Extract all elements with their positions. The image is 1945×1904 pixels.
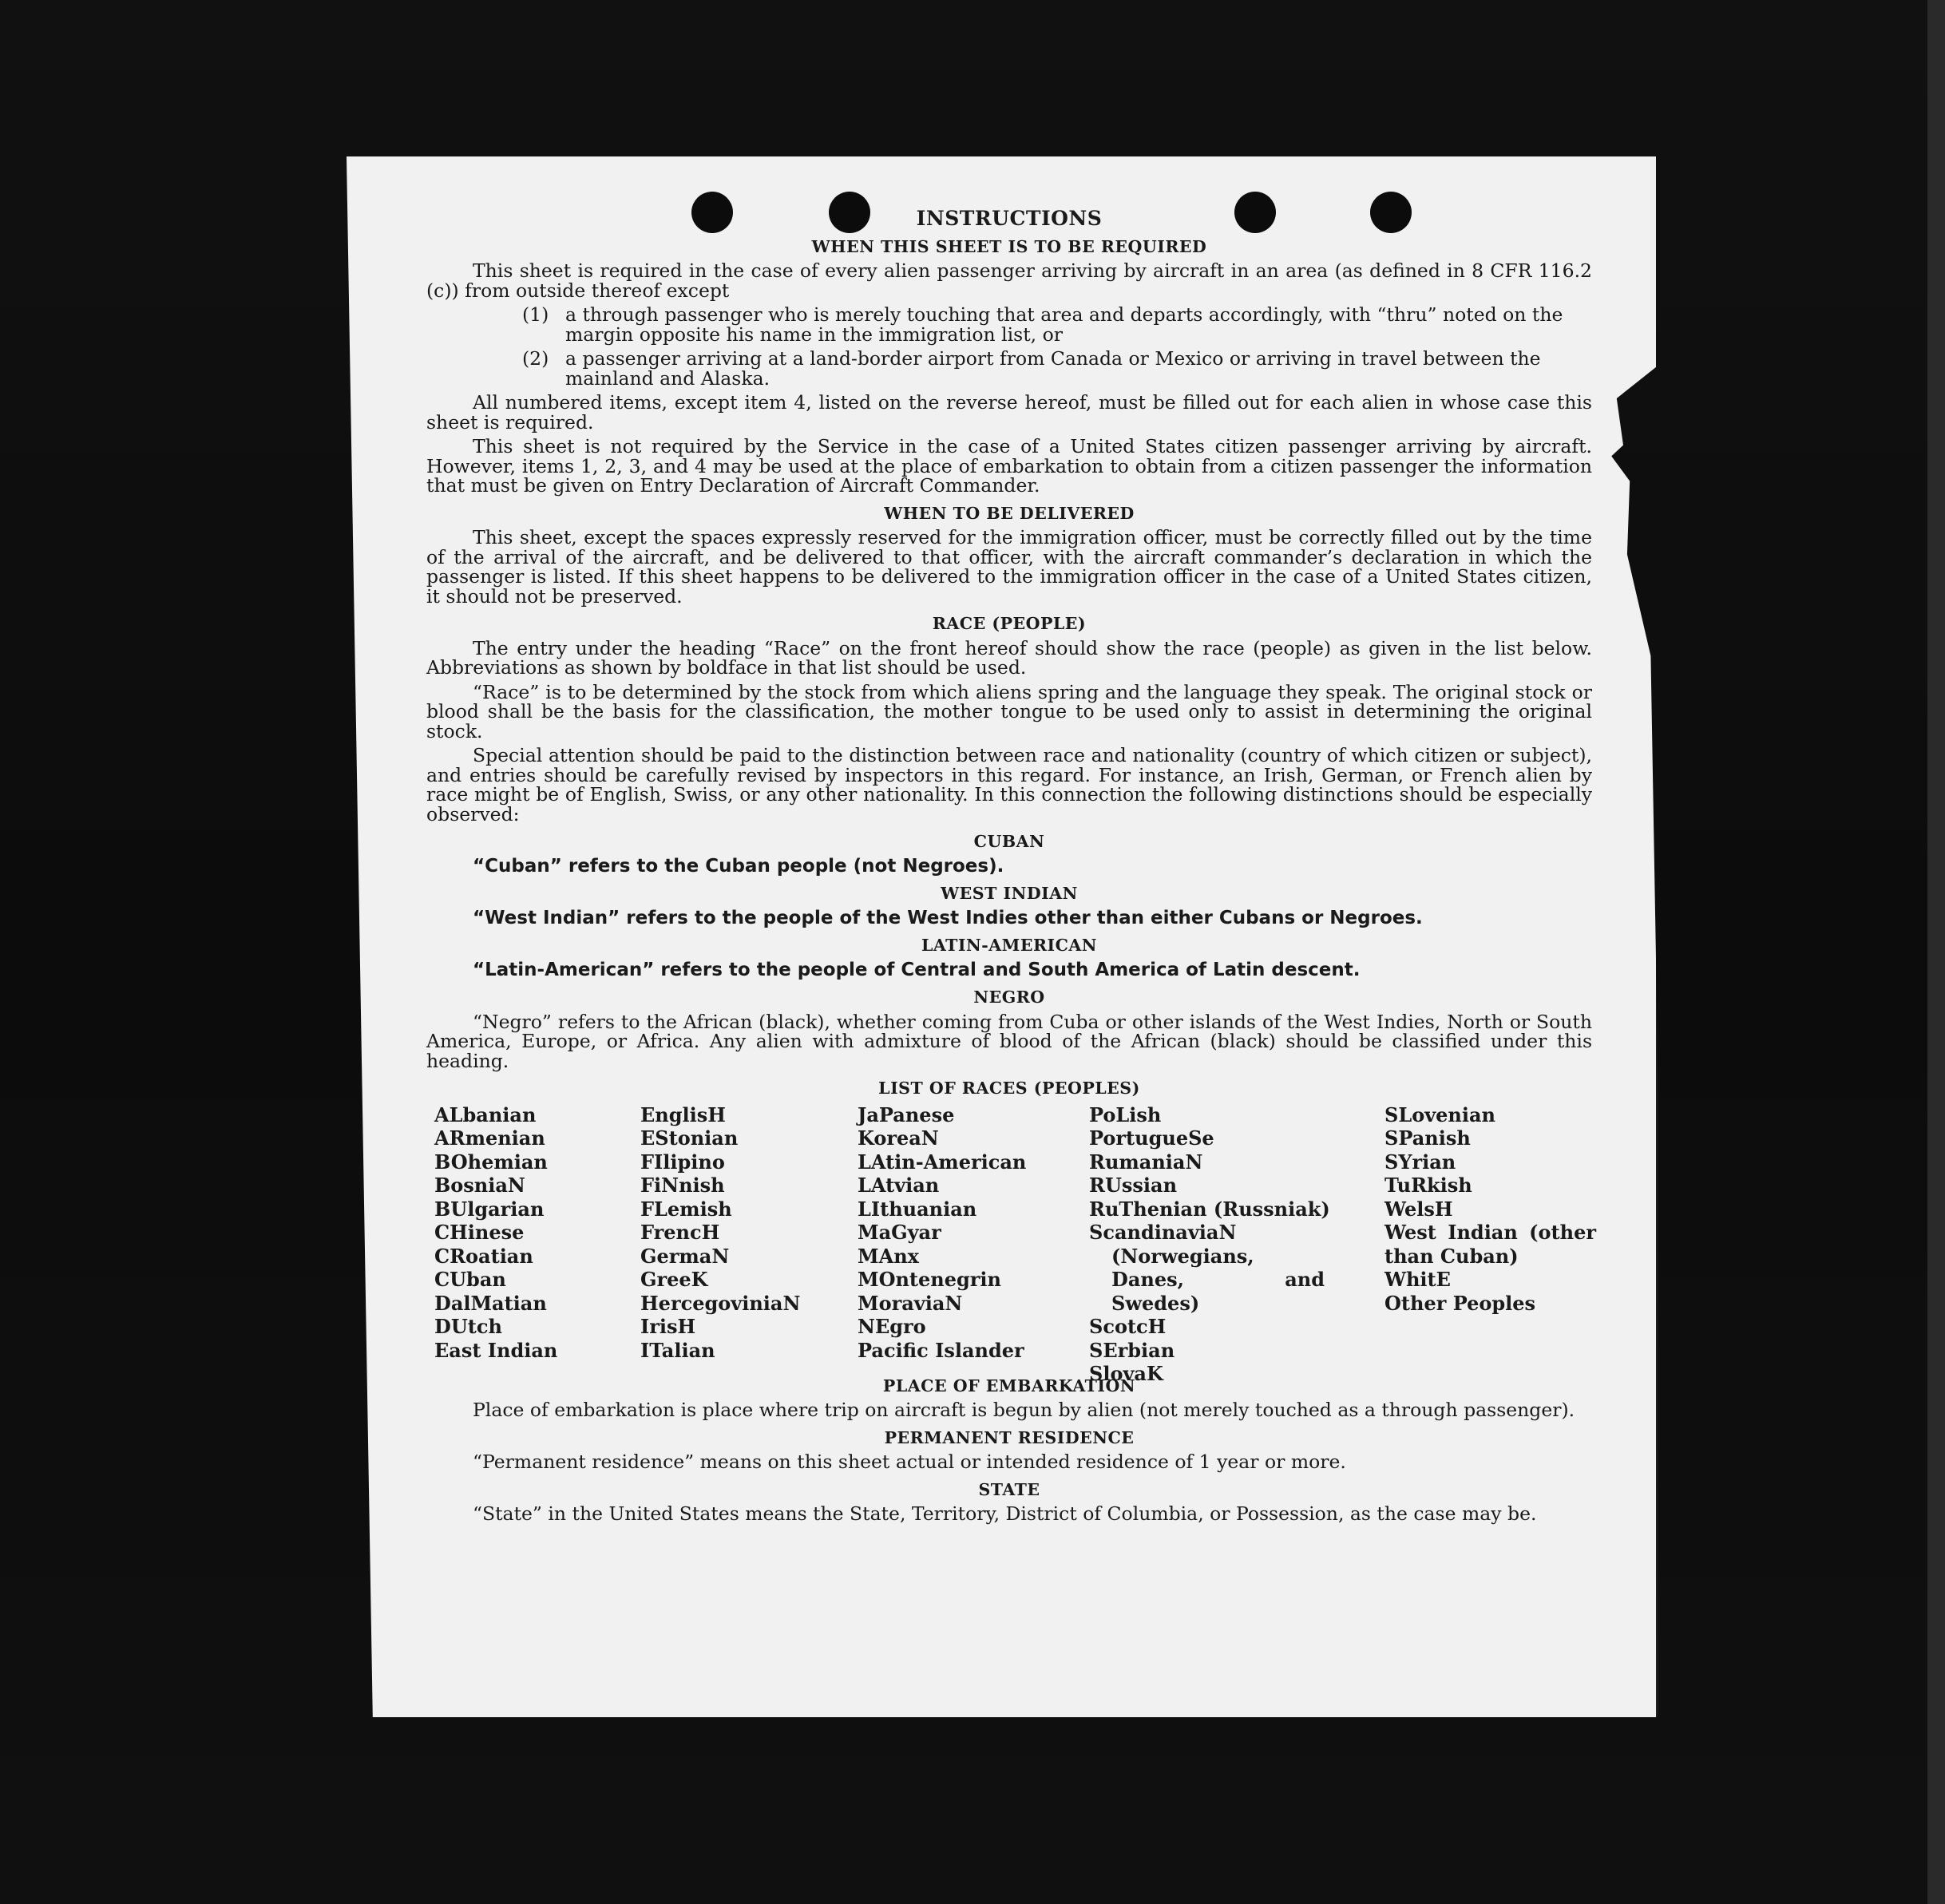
heading-delivered: WHEN TO BE DELIVERED [884,503,1135,523]
scan-right-edge [1927,0,1945,1904]
race-item: MaGyar [858,1221,941,1244]
race-item: FLemish [640,1197,732,1221]
item-number: (1) [522,303,549,326]
race-item: LAtin-American [858,1150,1027,1174]
race-item: SLovenian [1384,1102,1495,1126]
race-item: WelsH [1384,1197,1453,1221]
race-item: GreeK [640,1268,708,1291]
text-cuban: “Cuban” refers to the Cuban people (not Negroes). [473,855,1004,877]
race-item: SPanish [1384,1126,1471,1150]
race-item: ScandinaviaN (Norwegians, Danes, and Swedes) [1089,1221,1325,1315]
heading-negro: NEGRO [973,988,1045,1007]
heading-state: STATE [978,1479,1040,1499]
para-citizen: This sheet is not required by the Service in the case of a United States citizen passenger arriving by aircraft. However, items 1, 2, 3, and 4 may be used at the place of embarkation to obtain from a citizen passenger the information that must be given on Entry Declaration of Aircraft Commander. [426,435,1592,497]
race-item: PortugueSe [1089,1126,1214,1150]
race-item: RUssian [1089,1174,1178,1197]
race-item: CUban [434,1268,506,1291]
race-item: MoraviaN [858,1291,963,1315]
race-item: FiNnish [640,1174,725,1197]
race-item: WhitE [1384,1268,1451,1291]
race-item: BosniaN [434,1174,525,1197]
document-title: INSTRUCTIONS [916,207,1103,230]
race-item: BUlgarian [434,1197,545,1221]
race-item: CRoatian [434,1244,533,1268]
race-item: ITalian [640,1338,715,1362]
heading-required: WHEN THIS SHEET IS TO BE REQUIRED [811,236,1207,256]
race-item: East Indian [434,1338,558,1362]
race-item: LAtvian [858,1174,940,1197]
race-item: Pacific Islander [858,1338,1024,1362]
item-text: a passenger arriving at a land-border airport from Canada or Mexico or arriving in travel between the mainland and Alaska. [565,347,1541,390]
para-required-intro: This sheet is required in the case of every alien passenger arriving by aircraft in an area (as defined in 8 CFR 116.2 (c)) from outside thereof except [426,259,1592,302]
race-item: DUtch [434,1315,502,1338]
race-item: KoreaN [858,1126,939,1150]
race-item: ALbanian [434,1102,537,1126]
race-item: SErbian [1089,1338,1175,1362]
para-embarkation: Place of embarkation is place where trip on aircraft is begun by alien (not merely touched as a through passenger). [473,1399,1575,1421]
races-column-2 [640,1103,800,1363]
race-item: ScotcH [1089,1315,1167,1338]
races-column-5 [1384,1103,1596,1316]
race-item: ARmenian [434,1126,545,1150]
race-item: BOhemian [434,1150,548,1174]
race-item: LIthuanian [858,1197,977,1221]
race-item: SYrian [1384,1150,1456,1174]
race-item: EnglisH [640,1102,726,1126]
heading-race: RACE (PEOPLE) [932,614,1087,633]
item-text: a through passenger who is merely touching that area and departs accordingly, with “thru” noted on the margin opposite his name in the immigration list, or [565,303,1563,346]
races-list [426,1102,1596,1385]
race-item: HercegoviniaN [640,1291,801,1315]
race-item: Other Peoples [1384,1291,1536,1315]
text-latin-american: “Latin-American” refers to the people of Central and South America of Latin descent. [473,959,1361,980]
races-column-4 [1089,1102,1330,1386]
race-item: FrencH [640,1221,720,1244]
race-item: RumaniaN [1089,1150,1203,1174]
races-column-1 [434,1103,557,1363]
race-item: PoLish [1089,1102,1162,1126]
race-item: EStonian [640,1126,739,1150]
text-west-indian: “West Indian” refers to the people of the West Indies other than either Cubans or Negroes. [473,907,1423,928]
para-race-1: The entry under the heading “Race” on the front hereof should show the race (people) as given in the list below. Abbreviations as shown by boldface in that list should be used. [426,636,1592,679]
race-item: MOntenegrin [858,1268,1001,1291]
race-item: West Indian (other than Cuban) [1384,1221,1596,1268]
race-item: NEgro [858,1315,926,1338]
race-item: CHinese [434,1221,525,1244]
para-race-3: Special attention should be paid to the distinction between race and nationality (country of which citizen or subject), and entries should be carefully revised by inspectors in this regard. For instance, an Irish, German, or French alien by race might be of English, Swiss, or any other nationality. In this connection the following distinctions should be especially observed: [426,744,1592,825]
item-number: (2) [522,347,549,370]
heading-cuban: CUBAN [973,832,1045,851]
race-item: TuRkish [1384,1174,1472,1197]
heading-residence: PERMANENT RESIDENCE [884,1427,1135,1447]
document-content [426,207,1596,1529]
race-item: MAnx [858,1244,919,1268]
race-item: FIlipino [640,1150,725,1174]
races-column-3 [858,1103,1026,1363]
race-item: JaPanese [858,1102,955,1126]
race-item: SlovaK [1089,1362,1163,1385]
para-numbered-items: All numbered items, except item 4, listed on the reverse hereof, must be filled out for each alien in whose case this sheet is required. [426,391,1592,433]
list-item [426,305,1592,344]
para-state: “State” in the United States means the State, Territory, District of Columbia, or Possession, as the case may be. [473,1502,1537,1525]
list-item [426,349,1592,388]
heading-embarkation: PLACE OF EMBARKATION [882,1376,1136,1395]
race-item: GermaN [640,1244,730,1268]
heading-latin-american: LATIN-AMERICAN [921,936,1098,955]
para-residence: “Permanent residence” means on this sheet actual or intended residence of 1 year or more. [473,1451,1346,1473]
heading-list-of-races: LIST OF RACES (PEOPLES) [878,1079,1140,1098]
para-race-2: “Race” is to be determined by the stock from which aliens spring and the language they speak. The original stock or blood shall be the basis for the classification, the mother tongue to be used only to assist in determining the original stock. [426,680,1592,742]
para-negro: “Negro” refers to the African (black), whether coming from Cuba or other islands of the West Indies, North or South America, Europe, or Africa. Any alien with admixture of blood of the African (black) should be classified under this heading. [426,1010,1592,1072]
para-delivered: This sheet, except the spaces expressly reserved for the immigration officer, must be correctly filled out by the time of the arrival of the aircraft, and be delivered to that officer, with the aircraft commander’s declaration in which the passenger is listed. If this sheet happens to be delivered to the immigration officer in the case of a United States citizen, it should not be preserved. [426,526,1592,608]
heading-west-indian: WEST INDIAN [941,884,1078,903]
race-item: DalMatian [434,1291,547,1315]
race-item: RuThenian (Russniak) [1089,1197,1330,1221]
race-item: IrisH [640,1315,696,1338]
